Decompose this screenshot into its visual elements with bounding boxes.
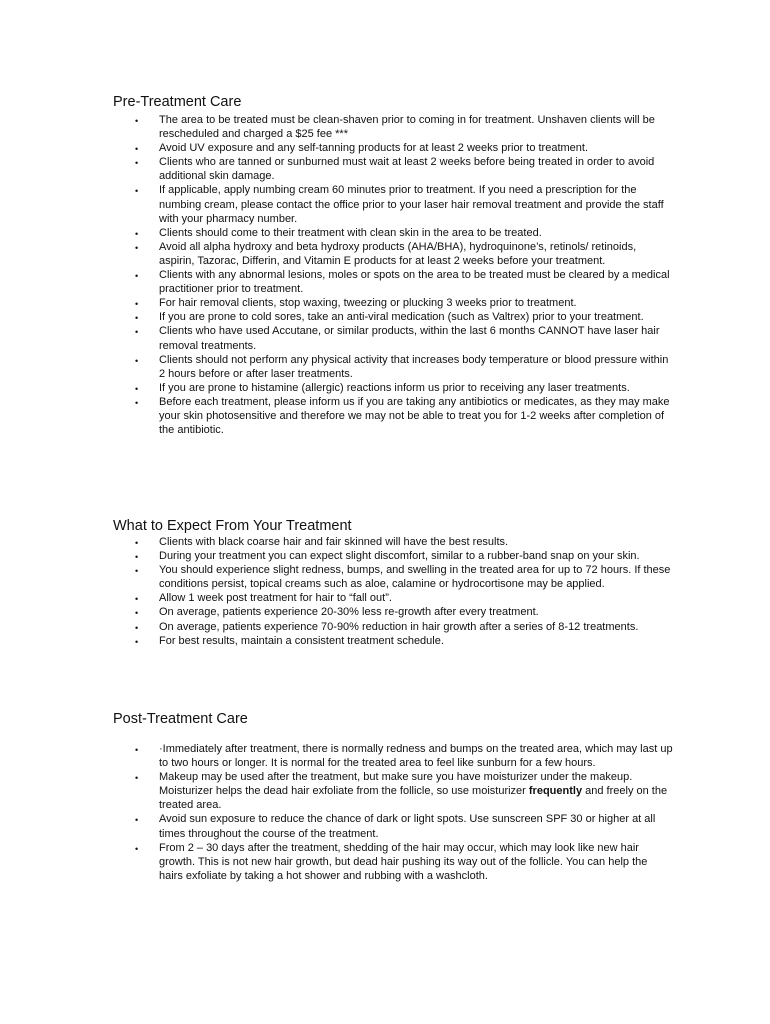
list-item: • The area to be treated must be clean-shaven prior to coming in for treatment. Unshaven clients will be rescheduled and charged a $25 fee *** <box>135 114 655 141</box>
list-item: • Clients with black coarse hair and fair skinned will have the best results. <box>113 535 673 549</box>
bullet-icon: • <box>135 116 139 126</box>
bullet-icon: • <box>135 622 139 633</box>
bullet-icon: • <box>135 745 139 755</box>
pre-treatment-heading: Pre-Treatment Care <box>113 94 242 110</box>
bullet-icon: • <box>135 271 139 282</box>
bullet-icon: • <box>135 327 139 338</box>
list-item: • Clients should not perform any physical activity that increases body temperature or blood pressure within 2 hours before or after laser treatments. <box>135 353 669 380</box>
list-item: • You should experience slight redness, bumps, and swelling in the treated area for up to 72 hours. If these conditions persist, topical creams such as aloe, calamine or hydrocortisone may be applied. <box>135 564 671 591</box>
bullet-icon: • <box>135 383 139 394</box>
bullet-icon: • <box>135 594 139 605</box>
bullet-icon: • <box>135 144 139 155</box>
bullet-icon: • <box>135 186 139 197</box>
list-item: • For best results, maintain a consistent treatment schedule. <box>113 634 673 648</box>
list-item: • On average, patients experience 70-90% reduction in hair growth after a series of 8-12 treatments. <box>113 620 673 634</box>
bullet-icon: • <box>135 299 139 310</box>
list-item: • Avoid all alpha hydroxy and beta hydroxy products (AHA/BHA), hydroquinone’s, retinols/ retinoids, aspirin, Tazorac, Differin, and Vitamin E products for at least 2 weeks before your treatment. <box>135 240 637 267</box>
post-treatment-heading: Post-Treatment Care <box>113 711 248 727</box>
bullet-icon: • <box>135 397 139 408</box>
list-item: • Avoid sun exposure to reduce the chance of dark or light spots. Use sunscreen SPF 30 or higher at all times throughout the course of the treatment. <box>135 813 656 840</box>
list-item: • Clients who are tanned or sunburned must wait at least 2 weeks before being treated in order to avoid additional skin damage. <box>135 156 655 183</box>
list-item: • For hair removal clients, stop waxing, tweezing or plucking 3 weeks prior to treatment. <box>113 296 673 310</box>
list-item: • Avoid UV exposure and any self-tanning products for at least 2 weeks prior to treatment. <box>113 141 673 155</box>
list-item: • Allow 1 week post treatment for hair to “fall out”. <box>113 591 673 605</box>
bullet-icon: • <box>135 158 139 169</box>
list-item: • Clients should come to their treatment with clean skin in the area to be treated. <box>113 226 673 240</box>
bullet-icon: • <box>135 552 139 563</box>
bullet-icon: • <box>135 843 139 854</box>
bullet-icon: • <box>135 538 139 548</box>
emphasis-frequently: frequently <box>528 785 583 798</box>
list-item: • Makeup may be used after the treatment, but make sure you have moisturizer under the makeup. Moisturizer helps the dead hair exfoliate from the follicle, so use moisturizer frequently and freely on the treated area. <box>135 771 668 812</box>
bullet-icon: • <box>135 566 139 577</box>
post-treatment-section <box>113 710 673 883</box>
bullet-icon: • <box>135 242 139 253</box>
list-item: • On average, patients experience 20-30% less re-growth after every treatment. <box>113 605 673 619</box>
list-item: • If you are prone to cold sores, take an anti-viral medication (such as Valtrex) prior to your treatment. <box>113 310 673 324</box>
list-item: • If applicable, apply numbing cream 60 minutes prior to treatment. If you need a prescription for the numbing cream, please contact the office prior to your laser hair removal treatment and provide the staff with your pharmacy number. <box>135 184 664 225</box>
what-to-expect-heading: What to Expect From Your Treatment <box>113 518 352 534</box>
bullet-icon: • <box>135 773 139 784</box>
bullet-icon: • <box>135 636 139 647</box>
bullet-icon: • <box>135 608 139 619</box>
bullet-icon: • <box>135 355 139 366</box>
what-to-expect-list <box>113 535 673 648</box>
list-item: • ·Immediately after treatment, there is normally redness and bumps on the treated area, which may last up to two hours or longer. It is normal for the treated area to feel like sunburn for a few hours. <box>135 743 673 770</box>
bullet-icon: • <box>135 228 139 239</box>
what-to-expect-section <box>113 517 673 648</box>
pre-treatment-section <box>113 93 673 437</box>
list-item: • During your treatment you can expect slight discomfort, similar to a rubber-band snap on your skin. <box>113 549 673 563</box>
post-treatment-list <box>113 742 673 883</box>
bullet-icon: • <box>135 815 139 826</box>
bullet-icon: • <box>135 313 139 324</box>
list-item: • Clients who have used Accutane, or similar products, within the last 6 months CANNOT have laser hair removal treatments. <box>135 325 660 352</box>
list-item: • From 2 – 30 days after the treatment, shedding of the hair may occur, which may look like new hair growth. This is not new hair growth, but dead hair pushing its way out of the follicle. You can help the hairs exfoliate by taking a hot shower and rubbing with a washcloth. <box>135 841 648 882</box>
list-item: • Clients with any abnormal lesions, moles or spots on the area to be treated must be cleared by a medical practitioner prior to treatment. <box>135 269 670 296</box>
pre-treatment-list <box>113 113 673 437</box>
list-item: • Before each treatment, please inform us if you are taking any antibiotics or medicates, as they may make your skin photosensitive and therefore we may not be able to treat you for 1-2 weeks after completion of the antibiotic. <box>135 395 670 437</box>
list-item: • If you are prone to histamine (allergic) reactions inform us prior to receiving any laser treatments. <box>113 381 673 395</box>
